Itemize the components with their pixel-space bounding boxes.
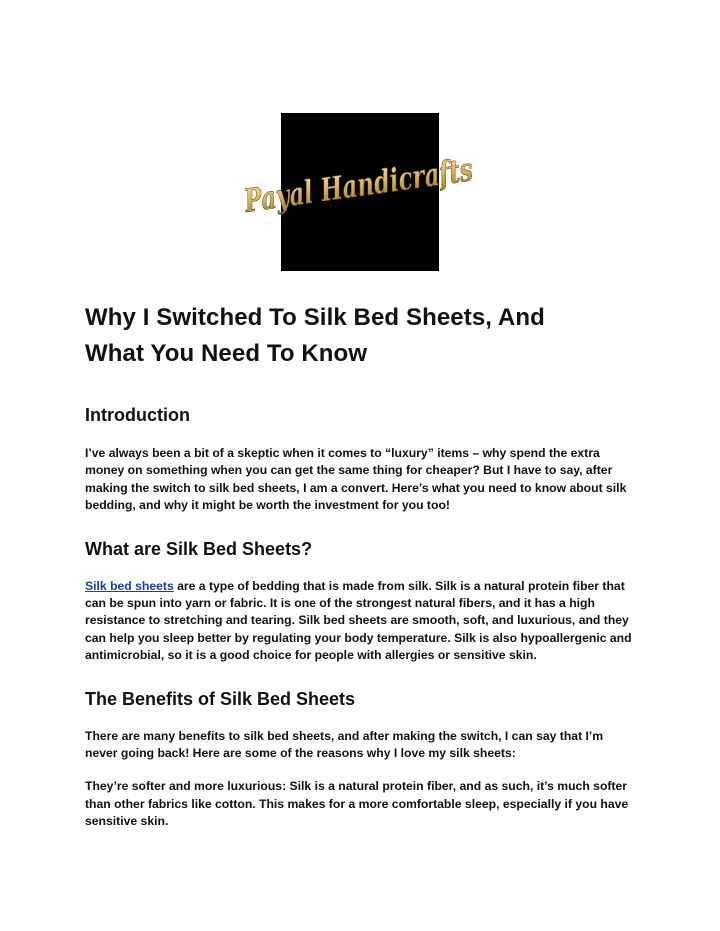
introduction-heading: Introduction <box>85 405 190 425</box>
silk-bed-sheets-link[interactable]: Silk bed sheets <box>85 578 174 593</box>
what-are-heading: What are Silk Bed Sheets? <box>85 538 313 559</box>
benefits-heading: The Benefits of Silk Bed Sheets <box>85 688 356 709</box>
benefits-paragraph: There are many benefits to silk bed sheets, and after making the switch, I can say that I’m never going back! Here are some of the reasons why I love my silk sheets: <box>85 728 604 761</box>
page-title <box>85 300 637 372</box>
what-are-paragraph <box>85 578 637 665</box>
title-line-1: Why I Switched To Silk Bed Sheets, And <box>85 304 545 331</box>
benefit-softer-paragraph: They’re softer and more luxurious: Silk is a natural protein fiber, and as such, it’s much softer than other fabrics like cotton. This makes for a more comfortable sleep, especially if you have sensitive skin. <box>85 779 629 829</box>
brand-logo <box>241 113 476 271</box>
what-are-text: are a type of bedding that is made from silk. Silk is a natural protein fiber that can be spun into yarn or fabric. It is one of the strongest natural fibers, and it has a high resistance to stretching and tearing. Silk bed sheets are smooth, soft, and luxurious, and they can help you sleep better by regulating your body temperature. Silk is also hypoallergenic and antimicrobial, so it is a good choice for people with allergies or sensitive skin. <box>85 578 632 663</box>
title-line-2: What You Need To Know <box>85 340 368 367</box>
introduction-paragraph: I’ve always been a bit of a skeptic when it comes to “luxury” items – why spend the extra money on something when you can get the same thing for cheaper? But I have to say, after making the switch to silk bed sheets, I am a convert. Here’s what you need to know about silk bedding, and why it might be worth the investment for you too! <box>85 446 627 513</box>
article-body <box>85 300 637 831</box>
logo-artwork <box>241 113 476 271</box>
logo-wordmark: Payal Handicrafts <box>241 150 476 220</box>
